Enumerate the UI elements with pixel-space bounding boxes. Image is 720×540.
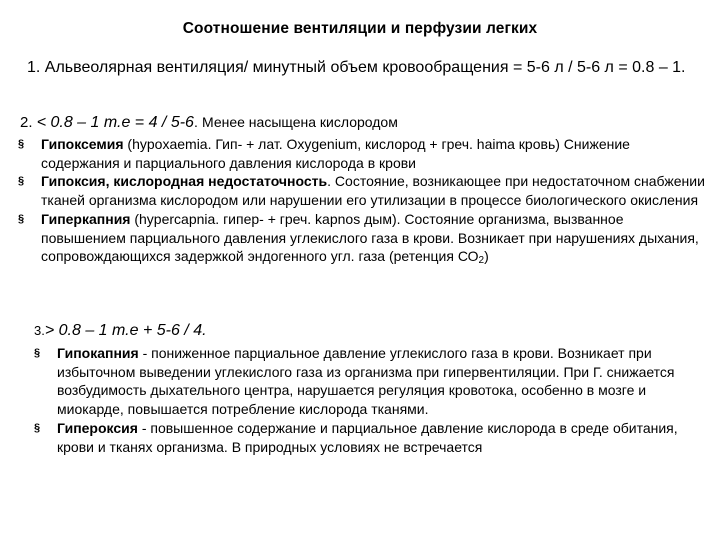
list-item-hypoxia: [18, 172, 708, 209]
bullet-icon: §: [18, 212, 25, 225]
definition-hyperoxia: - повышенное содержание и парциальное давление кислорода в среде обитания, крови и тканях организма. В природных условиях не встречается: [57, 419, 678, 455]
list-item-hypoxemia: [18, 135, 708, 172]
definition-hypocapnia: - пониженное парциальное давление углекислого газа в крови. Возникает при избыточном выведении углекислого газа из организма при гипервентиляции. При Г. снижается возбудимость дыхательного центра, нарушается регуляция кровотока, особенно в мозге и миокарде, повышается потребление кислорода тканями.: [57, 345, 675, 418]
term-hypoxia: Гипоксия, кислородная недостаточность: [41, 173, 328, 190]
co2-subscript: 2: [478, 255, 485, 267]
bullet-icon: §: [34, 347, 41, 359]
bullet-icon: §: [34, 421, 41, 434]
point-3-formula: > 0.8 – 1 т.е + 5-6 / 4.: [44, 322, 207, 339]
point-2-formula: < 0.8 – 1 т.е = 4 / 5-6: [36, 114, 194, 131]
bullet-icon: §: [18, 138, 25, 150]
point-1-text: 1. Альвеолярная вентиляция/ минутный объем кровообращения = 5-6 л / 5-6 л = 0.8 – 1.: [27, 59, 686, 76]
page-title: Соотношение вентиляции и перфузии легких: [182, 20, 538, 37]
definitions-list-2: [34, 344, 710, 456]
point-2-number: 2.: [20, 114, 33, 131]
term-hyperoxia: Гипероксия: [57, 419, 138, 436]
point-2-dot: .: [193, 114, 198, 130]
point-3: [34, 322, 694, 340]
definition-hypercapnia-tail: ): [484, 248, 489, 265]
definitions-list-1: [18, 135, 708, 271]
point-3-number: 3.: [34, 323, 45, 338]
term-hypocapnia: Гипокапния: [57, 345, 139, 361]
point-2-text: Менее насыщена кислородом: [202, 114, 398, 130]
bullet-icon: §: [18, 175, 25, 188]
list-item-hypercapnia: [18, 210, 708, 271]
term-hypoxemia: Гипоксемия: [41, 136, 124, 152]
point-2: [20, 113, 700, 132]
definition-hypoxia: . Состояние, возникающее при недостаточном снабжении тканей организма кислородом или нарушении его утилизации в процессе биологического окисления: [41, 173, 705, 209]
term-hypercapnia: Гиперкапния: [41, 210, 131, 227]
list-item-hyperoxia: [34, 419, 710, 456]
definition-hypercapnia: (hypercapnia. гипер- + греч. kapnos дым). Состояние организма, вызванное повышением парциального давления углекислого газа в крови. Возникает при нарушениях дыхания, сопровождающихся задержкой эндогенного угл. газа (ретенция СО: [41, 210, 699, 265]
definition-hypoxemia: (hypoxaemia. Гип- + лат. Oxygenium, кислород + греч. haima кровь) Снижение содержания и парциального давления кислорода в крови: [41, 136, 630, 171]
list-item-hypocapnia: [34, 344, 710, 419]
